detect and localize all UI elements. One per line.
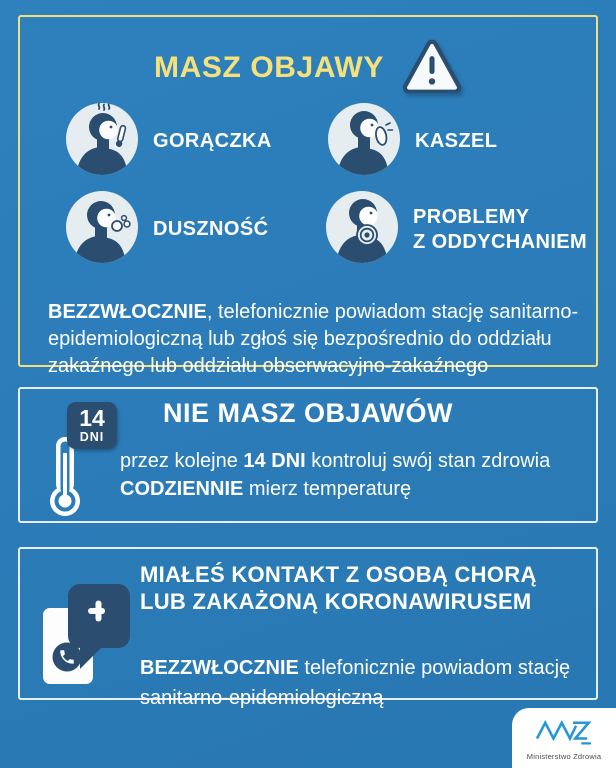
line1-bold: 14 DNI xyxy=(243,450,306,472)
breathing-label-line2: Z ODDYCHANIEM xyxy=(413,230,588,253)
contact-title-line1: MIAŁEŚ KONTAKT Z OSOBĄ CHORĄ xyxy=(140,562,537,587)
badge-unit: DNI xyxy=(79,430,105,444)
no-symptoms-body-line1 xyxy=(120,447,550,475)
instruction-lead: BEZZWŁOCZNIE xyxy=(48,301,207,323)
line2-bold: CODZIENNIE xyxy=(120,478,244,500)
badge-number: 14 xyxy=(79,405,105,431)
contact-section xyxy=(18,547,598,709)
no-symptoms-body-text xyxy=(120,447,550,503)
breathing-problems-person-icon xyxy=(326,191,398,268)
contact-title xyxy=(140,561,537,615)
symptom-fever xyxy=(66,103,272,180)
contact-rest: telefonicznie powiadom stację sanitarno-epidemiologiczną xyxy=(140,657,571,709)
fourteen-days-badge xyxy=(67,402,117,449)
no-symptoms-section xyxy=(18,387,598,523)
ministry-logo-caption: Ministerstwo Zdrowia xyxy=(526,751,602,761)
line1-pre: przez kolejne xyxy=(120,450,244,472)
no-symptoms-title: NIE MASZ OBJAWÓW xyxy=(163,398,453,428)
symptom-dyspnea xyxy=(66,191,268,268)
cough-person-icon xyxy=(328,103,400,180)
symptom-breathing-problems xyxy=(326,191,587,268)
fever-person-icon xyxy=(66,103,138,180)
symptom-cough-label: KASZEL xyxy=(415,130,498,152)
instruction-rest: , telefonicznie powiadom stację sanitarno-epidemiologiczną lub zgłoś się bezpośrednio do oddziału zakaźnego lub oddziału obserwacyjno-zakaźnego xyxy=(48,301,579,377)
contact-title-line2: LUB ZAKAŻONĄ KORONAWIRUSEM xyxy=(140,589,532,614)
symptom-breathing-problems-label xyxy=(413,205,587,255)
symptoms-title: MASZ OBJAWY xyxy=(154,51,384,84)
dyspnea-person-icon xyxy=(66,191,138,268)
contact-lead: BEZZWŁOCZNIE xyxy=(140,657,299,679)
mz-logo-icon xyxy=(528,716,600,751)
ministry-logo-box xyxy=(512,708,616,768)
symptom-dyspnea-label: DUSZNOŚĆ xyxy=(153,218,269,240)
breathing-label-line1: PROBLEMY xyxy=(413,205,530,228)
symptoms-section xyxy=(18,15,598,377)
symptom-fever-label: GORĄCZKA xyxy=(153,130,272,152)
phone-call-icon xyxy=(40,582,132,691)
symptom-cough xyxy=(328,103,497,180)
line1-post: kontroluj swój stan zdrowia xyxy=(305,450,551,472)
warning-triangle-icon xyxy=(402,38,462,98)
contact-body-text xyxy=(140,653,592,713)
symptoms-header xyxy=(20,38,596,98)
line2-post: mierz temperaturę xyxy=(243,478,412,500)
symptoms-instruction-text xyxy=(48,299,584,380)
no-symptoms-body-line2 xyxy=(120,475,550,503)
